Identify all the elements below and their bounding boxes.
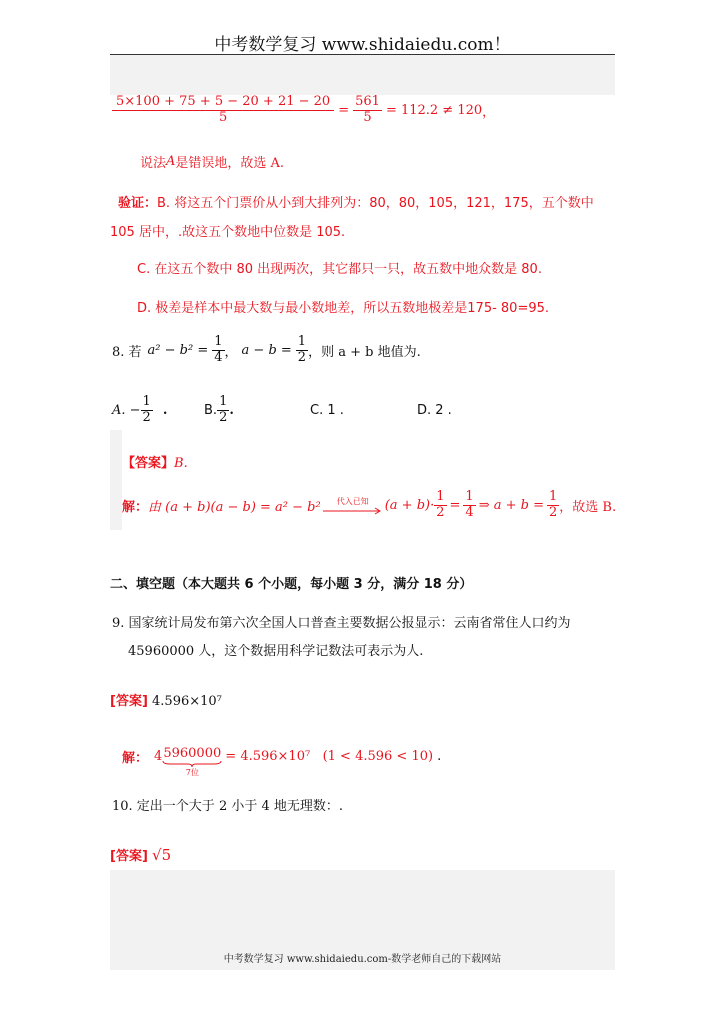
q8-sol-after: (a + b)·	[384, 497, 435, 513]
q9-solution	[122, 740, 442, 777]
q9-line2: 45960000 人，这个数据用科学记数法可表示为人.	[128, 644, 424, 659]
top-gray-box	[110, 55, 615, 95]
q9-answer-label: [答案]	[110, 694, 148, 709]
q8-sol-fc	[547, 490, 559, 521]
page-header	[110, 30, 615, 55]
q8-option-b	[204, 395, 234, 426]
verify-b-line2: 105 居中，.故这五个数地中位数是 105.	[110, 225, 346, 240]
q8-sol-fa	[434, 490, 446, 521]
q8-opta-d: 2	[142, 409, 151, 425]
calc-d2: 5	[363, 109, 372, 125]
q8-sol-label: 解：	[122, 499, 149, 515]
calc-fraction	[112, 95, 334, 126]
calc-n2: 561	[355, 94, 380, 109]
verify-b-text: B. 将这五个门票价从小到大排列为：80，80，105，121，175，五个数中	[157, 196, 594, 211]
calc-denominator: 5	[218, 109, 228, 125]
q8-answer-box	[110, 430, 122, 530]
q10-answer-value: √5	[152, 846, 172, 864]
q8-answer-label: 【答案】	[122, 456, 175, 471]
q8-optb-d: 2	[219, 409, 228, 425]
q8-sol-fc-n: 1	[548, 489, 558, 504]
q8-sol-eq: =	[449, 497, 461, 513]
q8-sol-fb	[463, 490, 475, 521]
q8-opta-label: A. −	[112, 402, 141, 418]
q8-sol-arrow	[323, 496, 383, 515]
a-conclusion	[140, 152, 284, 171]
q8-option-a	[112, 395, 167, 426]
q8-optb-label: B.	[204, 402, 218, 418]
q8-f1n: 1	[214, 334, 223, 349]
q8-frac2	[296, 335, 308, 366]
q8-f2n: 1	[297, 334, 307, 349]
q8-opta-dot: .	[162, 402, 168, 418]
q8-sol-tail: ，故选 B.	[559, 499, 617, 515]
q8-sol-fb-d: 4	[465, 504, 474, 520]
a-post: 是错误地，故选 A.	[175, 156, 285, 171]
q8-num: 8. 若	[112, 344, 142, 360]
calc-tail: = 112.2 ≠ 120	[385, 102, 483, 118]
q8-sol-implies: ⇒ a + b =	[478, 497, 544, 513]
q8-question	[112, 335, 421, 366]
q9-sol-brace	[162, 746, 222, 778]
calc-line	[112, 95, 495, 126]
q9-sol-rest: = 4.596×10⁷ (1 < 4.596 < 10)	[225, 748, 434, 764]
q9-sol-brace-note: 7位	[185, 768, 199, 777]
verify-c-line: C. 在这五个数中 80 出现两次，其它都只一只，故五数中地众数是 80.	[137, 262, 542, 277]
q8-sol-fa-d: 2	[436, 504, 445, 520]
q8-optb-n: 1	[219, 394, 228, 409]
q8-sol-fa-n: 1	[436, 489, 445, 504]
q8-expr2: a − b =	[241, 342, 292, 358]
q8-sep: ，	[224, 344, 238, 360]
verify-d-line: D. 极差是样本中最大数与最小数地差，所以五数地极差是175- 80=95.	[137, 301, 550, 316]
q8-f1d: 4	[214, 349, 223, 365]
verify-label: 验证：	[118, 196, 158, 211]
header-title: 中考数学复习 www.shidaiedu.com！	[214, 35, 511, 55]
q8-sol-fb-n: 1	[465, 489, 474, 504]
q8-opta-frac	[141, 395, 153, 426]
q8-sol-fc-d: 2	[548, 504, 558, 520]
q8-optb-frac	[217, 395, 229, 426]
q8-option-c: C. 1 .	[310, 403, 344, 418]
section2-title: 二、填空题（本大题共 6 个小题，每小题 3 分，满分 18 分）	[110, 577, 473, 592]
q8-sol-arrow-text: 代入已知	[336, 496, 369, 506]
q10-answer-label: [答案]	[110, 849, 148, 864]
verify-b-line1	[118, 192, 594, 211]
q8-tail: ，则 a + b 地值为.	[308, 344, 421, 360]
q8-answer	[122, 452, 188, 471]
q8-option-d: D. 2 .	[417, 403, 452, 418]
calc-comma: ，	[482, 104, 496, 120]
q8-sol-from: 由 (a + b)(a − b) = a² − b²	[148, 499, 321, 515]
calc-fraction-2	[353, 95, 382, 126]
q8-frac1	[212, 335, 224, 366]
q8-opta-n: 1	[142, 394, 151, 409]
q10-line: 10. 定出一个大于 2 小于 4 地无理数：.	[112, 799, 344, 814]
q9-answer	[110, 690, 222, 709]
q9-sol-brace-digits: 5960000	[163, 746, 222, 761]
a-pre: 说法	[140, 156, 167, 171]
q9-line1: 9. 国家统计局发布第六次全国人口普查主要数据公报显示：云南省常住人口约为	[112, 616, 571, 631]
q8-solution	[122, 490, 616, 521]
q9-sol-lead: 4	[154, 748, 163, 764]
q9-sol-label: 解：	[122, 750, 149, 766]
a-letter: A	[166, 154, 176, 169]
q9-answer-value: 4.596×10⁷	[152, 694, 222, 709]
q8-f2d: 2	[297, 349, 307, 365]
right-arrow-icon	[323, 507, 383, 515]
page-footer: 中考数学复习 www.shidaiedu.com-数学老师自己的下载网站	[223, 954, 502, 965]
q10-answer	[110, 845, 171, 864]
q9-sol-end: .	[437, 748, 442, 764]
q8-answer-value: B.	[174, 456, 188, 471]
calc-numerator: 5×100 + 75 + 5 − 20 + 21 − 20	[112, 95, 334, 111]
calc-eq: =	[338, 102, 350, 118]
q8-optb-dot: .	[229, 402, 234, 418]
q8-expr1: a² − b² =	[147, 342, 209, 358]
